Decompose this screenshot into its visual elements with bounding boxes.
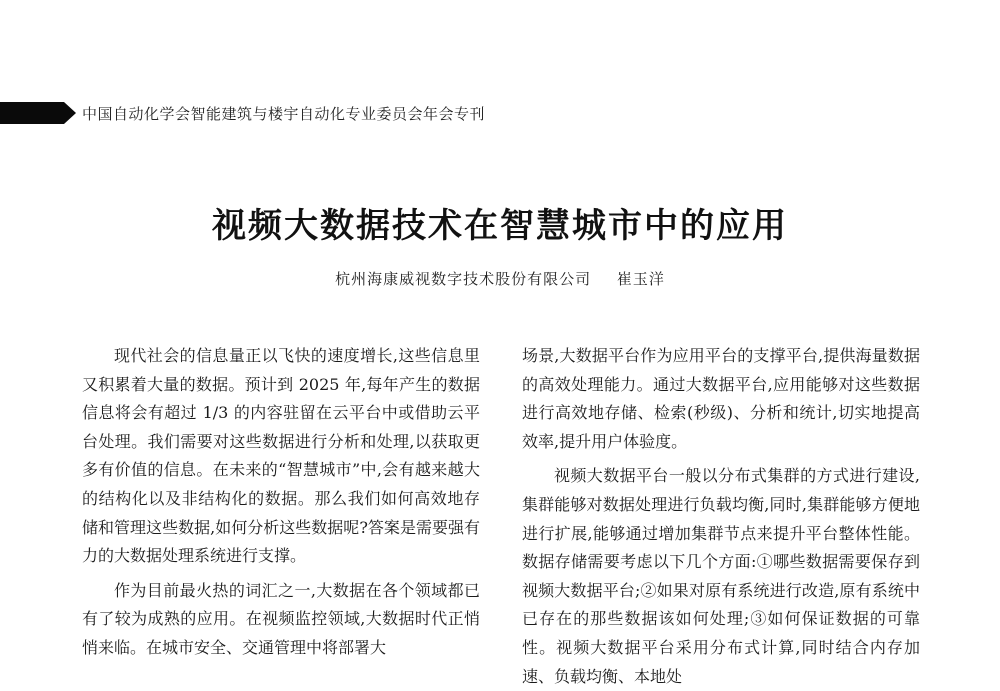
paragraph: 现代社会的信息量正以飞快的速度增长,这些信息里又积累着大量的数据。预计到 2025 年,每年产生的数据信息将会有超过 1/3 的内容驻留在云平台中或借助云平台处理。我们需要对这些数据进行分析和处理,以获取更多有价值的信息。在未来的“智慧城市”中,会有越来越大的结构化以及非结构化的数据。那么我们如何高效地存储和管理这些数据,如何分析这些数据呢?答案是需要强有力的大数据处理系统进行支撑。 bbox=[82, 346, 480, 566]
author-name: 崔玉洋 bbox=[616, 270, 665, 288]
journal-name: 中国自动化学会智能建筑与楼宇自动化专业委员会年会专刊 bbox=[82, 104, 486, 123]
header-black-bar bbox=[0, 102, 64, 124]
paragraph: 视频大数据平台一般以分布式集群的方式进行建设,集群能够对数据处理进行负载均衡,同时,集群能够方便地进行扩展,能够通过增加集群节点来提升平台整体性能。数据存储需要考虑以下几个方面:①哪些数据需要保存到视频大数据平台;②如果对原有系统进行改造,原有系统中已存在的那些数据该如何处理;③如何保证数据的可靠性。视频大数据平台采用分布式计算,同时结合内存加速、负载均衡、本地处 bbox=[522, 466, 920, 686]
paragraph: 作为目前最火热的词汇之一,大数据在各个领域都已有了较为成熟的应用。在视频监控领域,大数据时代正悄悄来临。在城市安全、交通管理中将部署大 bbox=[82, 580, 480, 657]
byline bbox=[0, 268, 1000, 289]
paragraph: 场景,大数据平台作为应用平台的支撑平台,提供海量数据的高效处理能力。通过大数据平台,应用能够对这些数据进行高效地存储、检索(秒级)、分析和统计,切实地提高效率,提升用户体验度。 bbox=[522, 346, 920, 451]
chevron-right-icon bbox=[64, 102, 76, 124]
body-column-right bbox=[522, 342, 920, 691]
body-column-left bbox=[82, 342, 480, 663]
journal-header bbox=[0, 100, 600, 126]
author-affiliation: 杭州海康威视数字技术股份有限公司 bbox=[335, 270, 592, 288]
article-title: 视频大数据技术在智慧城市中的应用 bbox=[212, 206, 788, 246]
